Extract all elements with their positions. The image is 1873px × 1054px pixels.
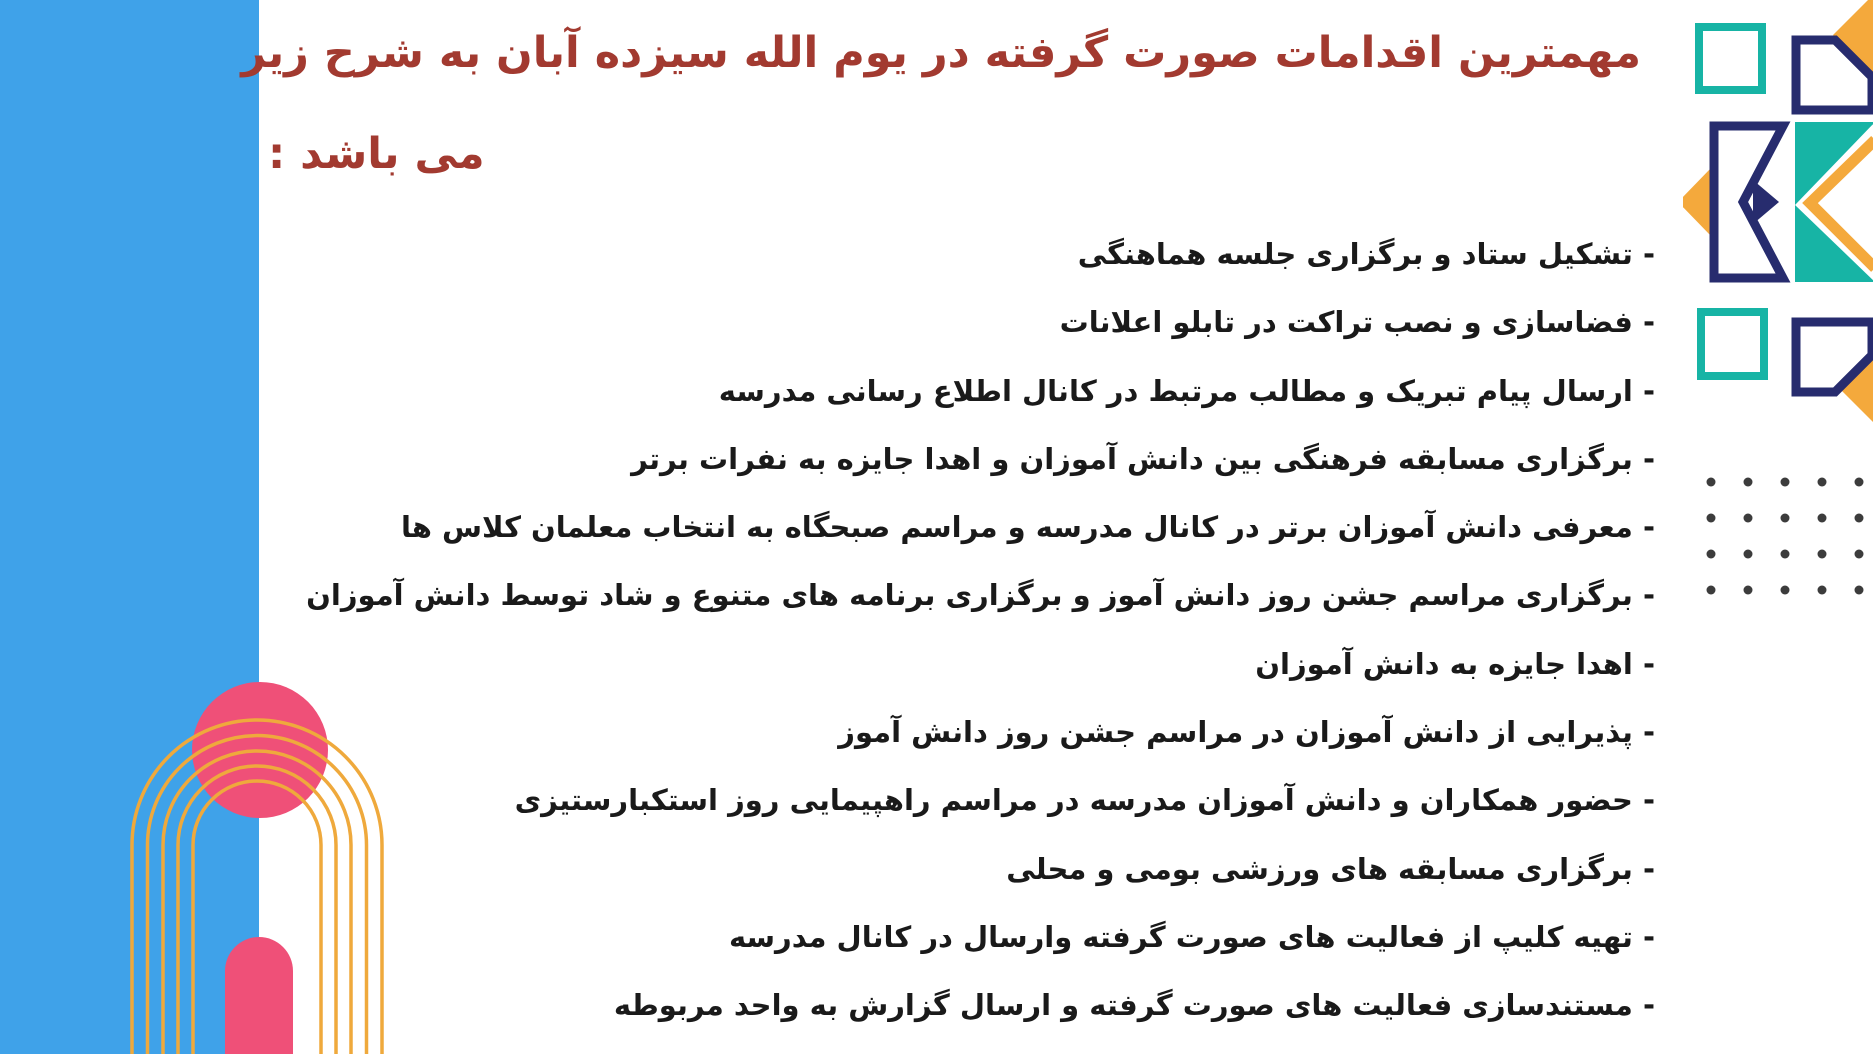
list-item: - اهدا جایزه به دانش آموزان	[1255, 646, 1655, 681]
teal-triangle-icon	[1795, 205, 1873, 282]
corner-ornament-icon	[1683, 0, 1873, 480]
navy-chevron-icon	[1753, 180, 1779, 224]
teal-triangle-icon	[1795, 122, 1873, 205]
teal-square-icon	[1701, 312, 1764, 376]
teal-square-icon	[1699, 27, 1762, 90]
list-item: - مستندسازی فعالیت های صورت گرفته و ارسال گزارش به واحد مربوطه	[613, 988, 1655, 1023]
arch-circle-decor-icon	[80, 650, 400, 1054]
list-item: - تهیه کلیپ از فعالیت های صورت گرفته وارسال در کانال مدرسه	[728, 919, 1655, 954]
slide-title-line1: مهمترین اقدامات صورت گرفته در یوم الله سیزده آبان به شرح زیر	[241, 28, 1641, 78]
pink-pill-icon	[225, 937, 293, 1054]
list-item: - معرفی دانش آموزان برتر در کانال مدرسه و مراسم صبحگاه به انتخاب معلمان کلاس ها	[400, 510, 1655, 545]
list-item: - پذیرایی از دانش آموزان در مراسم جشن روز دانش آموز	[838, 715, 1655, 750]
list-item: - تشکیل ستاد و برگزاری جلسه هماهنگی	[1077, 237, 1655, 271]
list-item: - برگزاری مسابقه های ورزشی بومی و محلی	[1006, 851, 1655, 886]
slide-title-line2: می باشد :	[268, 129, 485, 179]
activities-list	[306, 220, 1655, 1040]
list-item: - ارسال پیام تبریک و مطالب مرتبط در کانال اطلاع رسانی مدرسه	[718, 373, 1655, 408]
list-item: - حضور همکاران و دانش آموزان مدرسه در مراسم راهپیمایی روز استکبارستیزی	[514, 783, 1655, 818]
list-item: - برگزاری مسابقه فرهنگی بین دانش آموزان و اهدا جایزه به نفرات برتر	[631, 441, 1655, 476]
list-item: - برگزاری مراسم جشن روز دانش آموز و برگزاری برنامه های متنوع و شاد توسط دانش آموزان	[306, 578, 1655, 613]
dots-grid-icon	[1692, 469, 1872, 604]
list-item: - فضاسازی و نصب تراکت در تابلو اعلانات	[1059, 305, 1655, 340]
